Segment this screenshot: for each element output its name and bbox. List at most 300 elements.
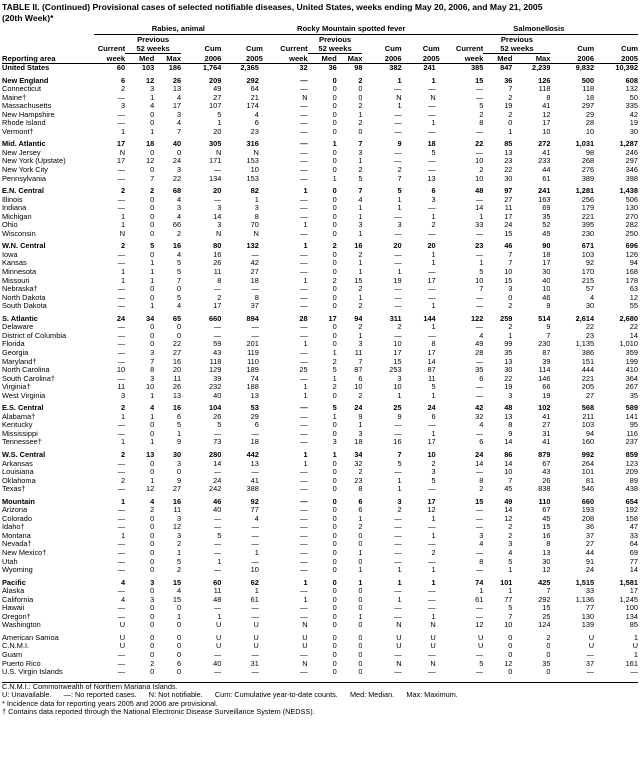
reporting-area-cell: W.N. Central [2, 242, 46, 251]
value-cell: N [430, 621, 436, 630]
reporting-area-cell: South Dakota [2, 302, 47, 311]
value-cell: 3 [217, 204, 222, 213]
value-cell: 20 [172, 366, 182, 375]
value-cell: 0 [508, 668, 513, 677]
value-cell: 0 [150, 229, 155, 238]
value-cell: — [394, 127, 402, 136]
value-cell: 168 [625, 268, 638, 277]
value-cell: 3 [358, 429, 363, 438]
table-row [2, 566, 638, 575]
value-cell: 14 [504, 438, 513, 447]
value-cell: — [475, 357, 484, 366]
value-cell: 1 [303, 459, 308, 468]
value-cell: — [300, 250, 308, 259]
value-cell: — [394, 557, 402, 566]
value-cell: — [428, 651, 436, 659]
value-cell: 6 [121, 76, 126, 85]
value-cell: 46 [504, 242, 513, 251]
value-cell: 1 [397, 204, 402, 213]
value-cell: 0 [332, 391, 337, 400]
value-cell: 8 [546, 540, 551, 549]
reporting-area-cell: Nevada† [2, 540, 32, 549]
value-cell: 17 [328, 314, 337, 323]
value-cell: 2 [121, 242, 126, 251]
value-cell: 1 [150, 268, 155, 277]
value-cell: 17 [427, 438, 436, 447]
value-cell: 9 [397, 412, 402, 421]
table-row [2, 404, 638, 413]
value-cell: 5 [176, 557, 182, 566]
value-cell: — [394, 119, 402, 128]
value-cell: 10 [475, 174, 484, 183]
value-cell: 3 [121, 391, 126, 400]
value-cell: 221 [581, 212, 595, 221]
value-cell: 132 [625, 85, 638, 94]
value-cell: — [300, 127, 308, 136]
value-cell: 5 [217, 531, 222, 540]
value-cell: — [251, 323, 259, 332]
value-cell: 0 [176, 468, 182, 477]
value-cell: 86 [504, 450, 513, 459]
value-cell: 2 [508, 323, 513, 332]
value-cell: 3 [176, 166, 182, 175]
reporting-area-cell: New York (Upstate) [2, 157, 66, 166]
table-row [2, 358, 638, 367]
value-cell: 87 [542, 348, 551, 357]
value-cell: 91 [585, 557, 595, 566]
value-cell: 201 [246, 340, 259, 349]
value-cell: 66 [542, 383, 551, 392]
value-cell: 17 [542, 259, 551, 268]
value-cell: — [300, 523, 308, 532]
value-cell: 7 [176, 127, 182, 136]
value-cell: 0 [332, 93, 337, 102]
reporting-area-cell: New England [2, 76, 49, 85]
value-cell: — [300, 421, 308, 430]
reporting-area-cell: Ohio [2, 221, 18, 230]
value-cell: — [213, 468, 222, 477]
value-cell: — [428, 204, 436, 213]
value-cell: 94 [585, 429, 595, 438]
value-cell: 49 [475, 340, 484, 349]
value-cell: 118 [582, 85, 595, 94]
footnote: C.N.M.I.: Commonwealth of Northern Mariana Islands. [2, 681, 178, 691]
table-row [2, 604, 638, 613]
value-cell: 2 [176, 566, 182, 575]
value-cell: 1 [303, 340, 308, 349]
value-cell: 126 [538, 76, 551, 85]
value-cell: — [300, 374, 308, 383]
value-cell: 7 [546, 331, 551, 340]
value-cell: 10 [504, 268, 513, 277]
value-cell: 0 [332, 119, 337, 128]
value-cell: 389 [581, 174, 595, 183]
value-cell: 5 [479, 102, 484, 111]
value-cell: 4 [176, 93, 182, 102]
value-cell: — [251, 523, 259, 532]
table-row [2, 558, 638, 567]
reporting-area-cell: Maine† [2, 93, 27, 102]
value-cell: — [300, 506, 308, 515]
value-cell: 1 [254, 587, 259, 596]
value-cell: 2 [121, 187, 126, 196]
value-cell: 246 [625, 148, 638, 157]
value-cell: 1 [431, 119, 436, 128]
value-cell: 0 [332, 621, 337, 630]
value-cell: 0 [332, 633, 337, 642]
value-cell: 11 [117, 383, 126, 392]
value-cell: 24 [475, 450, 484, 459]
value-cell: 3 [479, 531, 484, 540]
table-row [2, 204, 638, 213]
value-cell: 40 [172, 140, 182, 149]
value-cell: 1 [332, 140, 337, 149]
value-cell: 15 [475, 76, 484, 85]
value-cell: 35 [475, 366, 484, 375]
value-cell: 0 [150, 323, 155, 332]
value-cell: 500 [581, 76, 595, 85]
value-cell: 13 [172, 85, 182, 94]
value-cell: 101 [500, 578, 513, 587]
value-cell: 1,515 [575, 578, 595, 587]
value-cell: 40 [213, 391, 222, 400]
value-cell: 10 [145, 383, 155, 392]
value-cell: 27 [585, 540, 595, 549]
header-cum: Cum [204, 44, 222, 54]
reporting-area-cell: Maryland† [2, 357, 37, 366]
reporting-area-cell: Illinois [2, 195, 23, 204]
value-cell: 5 [397, 459, 402, 468]
value-cell: 6 [479, 438, 484, 447]
value-cell: — [586, 668, 595, 677]
value-cell: — [117, 523, 126, 532]
value-cell: 1 [332, 412, 337, 421]
value-cell: 8 [254, 293, 259, 302]
value-cell: 0 [332, 595, 337, 604]
value-cell: 26 [213, 412, 222, 421]
value-cell: — [300, 212, 308, 221]
value-cell: — [300, 497, 308, 506]
value-cell: 1 [217, 119, 222, 128]
reporting-area-cell: C.N.M.I. [2, 642, 30, 651]
value-cell: 11 [213, 587, 222, 596]
value-cell: 1 [217, 612, 222, 621]
value-cell: — [251, 557, 259, 566]
value-cell: — [117, 668, 126, 677]
reporting-area-cell: Nebraska† [2, 285, 38, 294]
value-cell: 15 [504, 276, 513, 285]
value-cell: U [253, 633, 259, 642]
value-cell: 10 [585, 127, 595, 136]
value-cell: — [251, 668, 259, 677]
value-cell: — [394, 540, 402, 549]
value-cell: 12 [542, 110, 551, 119]
value-cell: — [428, 157, 436, 166]
value-cell: — [475, 651, 484, 659]
value-cell: 0 [358, 127, 363, 136]
value-cell: 1 [332, 348, 337, 357]
table-row [2, 523, 638, 532]
value-cell: 13 [542, 548, 551, 557]
value-cell: — [394, 531, 402, 540]
value-cell: 35 [542, 659, 551, 668]
value-cell: — [300, 195, 308, 204]
value-cell: 3 [176, 514, 182, 523]
value-cell: 6 [431, 412, 436, 421]
value-cell: 122 [470, 314, 484, 323]
value-cell: 568 [581, 404, 595, 413]
value-cell: 40 [213, 659, 222, 668]
value-cell: 0 [332, 651, 337, 659]
value-cell: 0 [176, 668, 182, 677]
value-cell: 7 [150, 174, 155, 183]
value-cell: 6 [176, 659, 182, 668]
value-cell: 12 [172, 523, 182, 532]
value-cell: 44 [585, 548, 595, 557]
value-cell: 23 [475, 242, 484, 251]
value-cell: 199 [625, 357, 638, 366]
value-cell: — [300, 531, 308, 540]
value-cell: 90 [542, 242, 551, 251]
value-cell: 119 [247, 348, 259, 357]
value-cell: 6 [254, 421, 259, 430]
value-cell: 67 [542, 506, 551, 515]
value-cell: 1 [358, 421, 363, 430]
value-cell: 2 [358, 166, 363, 175]
value-cell: 5 [176, 268, 182, 277]
value-cell: 7 [479, 285, 484, 294]
value-cell: 11 [504, 204, 513, 213]
value-cell: 35 [629, 391, 638, 400]
value-cell: 10 [504, 621, 513, 630]
value-cell: 0 [150, 540, 155, 549]
header-2006: 2006 [204, 53, 222, 63]
value-cell: 364 [625, 374, 638, 383]
value-cell: 241 [402, 64, 440, 73]
value-cell: — [475, 468, 484, 477]
value-cell: — [300, 166, 308, 175]
value-cell: 0 [176, 604, 182, 613]
value-cell: 7 [508, 476, 513, 485]
value-cell: 47 [629, 523, 638, 532]
value-cell: — [475, 293, 484, 302]
reporting-area-cell: Washington [2, 621, 41, 630]
value-cell: — [117, 293, 126, 302]
value-cell: 1 [358, 566, 363, 575]
value-cell: — [117, 340, 126, 349]
value-cell: 0 [332, 668, 337, 677]
value-cell: 24 [213, 476, 222, 485]
table-row [2, 477, 638, 486]
value-cell: 0 [332, 497, 337, 506]
value-cell: 7 [358, 357, 363, 366]
value-cell: 60 [94, 64, 125, 73]
value-cell: 30 [504, 174, 513, 183]
value-cell: 1 [358, 229, 363, 238]
value-cell: 4 [176, 302, 182, 311]
value-cell: 26 [172, 383, 182, 392]
value-cell: 53 [250, 404, 259, 413]
value-cell: 1,245 [619, 595, 638, 604]
value-cell: N [396, 621, 402, 630]
value-cell: 5 [217, 110, 222, 119]
value-cell: 15 [475, 497, 484, 506]
reporting-area-cell: District of Columbia [2, 331, 67, 340]
value-cell: 2 [431, 459, 436, 468]
value-cell: 2 [546, 633, 551, 642]
value-cell: 10 [504, 468, 513, 477]
value-cell: — [213, 323, 222, 332]
value-cell: 10 [542, 127, 551, 136]
value-cell: 0 [358, 531, 363, 540]
value-cell: 25 [299, 366, 308, 375]
value-cell: U [302, 642, 308, 651]
reporting-area-cell: S. Atlantic [2, 314, 38, 323]
value-cell: 0 [150, 195, 155, 204]
value-cell: 10 [116, 366, 126, 375]
value-cell: 3 [176, 531, 182, 540]
value-cell: — [394, 514, 402, 523]
value-cell: 0 [358, 633, 363, 642]
value-cell: 118 [538, 85, 551, 94]
value-cell: — [213, 523, 222, 532]
value-cell: — [117, 429, 126, 438]
value-cell: 101 [581, 468, 595, 477]
value-cell: 49 [213, 85, 222, 94]
value-cell: 20 [393, 242, 402, 251]
value-cell: 6 [479, 374, 484, 383]
value-cell: 30 [172, 450, 182, 459]
value-cell: 10 [250, 166, 259, 175]
header-52-weeks: 52 weeks [308, 44, 363, 54]
value-cell: 1 [121, 276, 126, 285]
value-cell: 1 [397, 76, 402, 85]
value-cell: 382 [362, 64, 401, 73]
value-cell: 27 [213, 93, 222, 102]
value-cell: 696 [625, 242, 638, 251]
value-cell: 0 [332, 604, 337, 613]
value-cell: — [300, 468, 308, 477]
value-cell: — [428, 523, 436, 532]
value-cell: 12 [475, 621, 484, 630]
value-cell: 12 [145, 485, 155, 494]
value-cell: — [586, 651, 595, 659]
value-cell: 0 [150, 468, 155, 477]
value-cell: 2 [397, 166, 402, 175]
value-cell: 0 [150, 429, 155, 438]
value-cell: — [428, 85, 436, 94]
value-cell: — [394, 293, 402, 302]
value-cell: 0 [332, 76, 337, 85]
value-cell: 2,614 [575, 314, 595, 323]
value-cell: 4 [254, 514, 259, 523]
value-cell: 1 [150, 302, 155, 311]
value-cell: 36 [504, 76, 513, 85]
value-cell: 30 [542, 557, 551, 566]
value-cell: — [300, 438, 308, 447]
value-cell: 27 [542, 421, 551, 430]
value-cell: 2,239 [512, 64, 550, 73]
reporting-area-cell: New Hampshire [2, 110, 55, 119]
reporting-area-cell: Missouri [2, 276, 30, 285]
value-cell: 2 [358, 302, 363, 311]
value-cell: 4 [358, 195, 363, 204]
value-cell: — [475, 195, 484, 204]
value-cell: 3 [150, 348, 155, 357]
reporting-area-cell: Kansas [2, 259, 27, 268]
value-cell: 1 [303, 187, 308, 196]
value-cell: 0 [150, 293, 155, 302]
value-cell: — [117, 285, 126, 294]
reporting-area-cell: Utah [2, 557, 18, 566]
reporting-area-cell: Colorado [2, 514, 32, 523]
table-row [2, 315, 638, 324]
value-cell: 33 [585, 587, 595, 596]
value-cell: 0 [150, 250, 155, 259]
value-cell: U [253, 621, 259, 630]
value-cell: 22 [504, 374, 513, 383]
table-row [2, 485, 638, 494]
value-cell: 19 [504, 383, 513, 392]
value-cell: 0 [358, 93, 363, 102]
value-cell: — [475, 229, 484, 238]
table-row [2, 596, 638, 605]
value-cell: N [119, 229, 126, 238]
value-cell: 0 [150, 668, 155, 677]
value-cell: 385 [440, 64, 484, 73]
header-med: Med [497, 54, 513, 63]
value-cell: 5 [431, 476, 436, 485]
value-cell: 1 [332, 374, 337, 383]
value-cell: 2 [358, 391, 363, 400]
value-cell: 359 [625, 348, 638, 357]
value-cell: — [117, 204, 126, 213]
value-cell: 8 [358, 485, 363, 494]
value-cell: 36 [585, 523, 595, 532]
value-cell: 253 [389, 366, 402, 375]
value-cell: 0 [176, 285, 182, 294]
value-cell: U [119, 633, 126, 642]
value-cell: 37 [585, 531, 595, 540]
value-cell: U [216, 642, 222, 651]
value-cell: — [428, 229, 436, 238]
value-cell: 1,287 [619, 140, 638, 149]
value-cell: — [300, 604, 308, 613]
value-cell: 81 [585, 476, 595, 485]
value-cell: 26 [172, 76, 182, 85]
value-cell: 0 [332, 204, 337, 213]
value-cell: N [430, 659, 436, 668]
value-cell: 3 [431, 195, 436, 204]
value-cell: 1 [303, 276, 308, 285]
value-cell: 276 [581, 166, 595, 175]
value-cell: 0 [150, 531, 155, 540]
value-cell: 256 [581, 195, 595, 204]
value-cell: 17 [427, 276, 436, 285]
value-cell: 1 [431, 612, 436, 621]
value-cell: 110 [538, 497, 551, 506]
value-cell: — [300, 357, 308, 366]
value-cell: — [300, 229, 308, 238]
value-cell: 69 [542, 204, 551, 213]
value-cell: — [300, 148, 308, 157]
value-cell: 0 [332, 250, 337, 259]
value-cell: 18 [145, 140, 155, 149]
value-cell: 170 [581, 268, 595, 277]
value-cell: 89 [629, 476, 638, 485]
value-cell: 1 [431, 429, 436, 438]
value-cell: U [477, 633, 484, 642]
